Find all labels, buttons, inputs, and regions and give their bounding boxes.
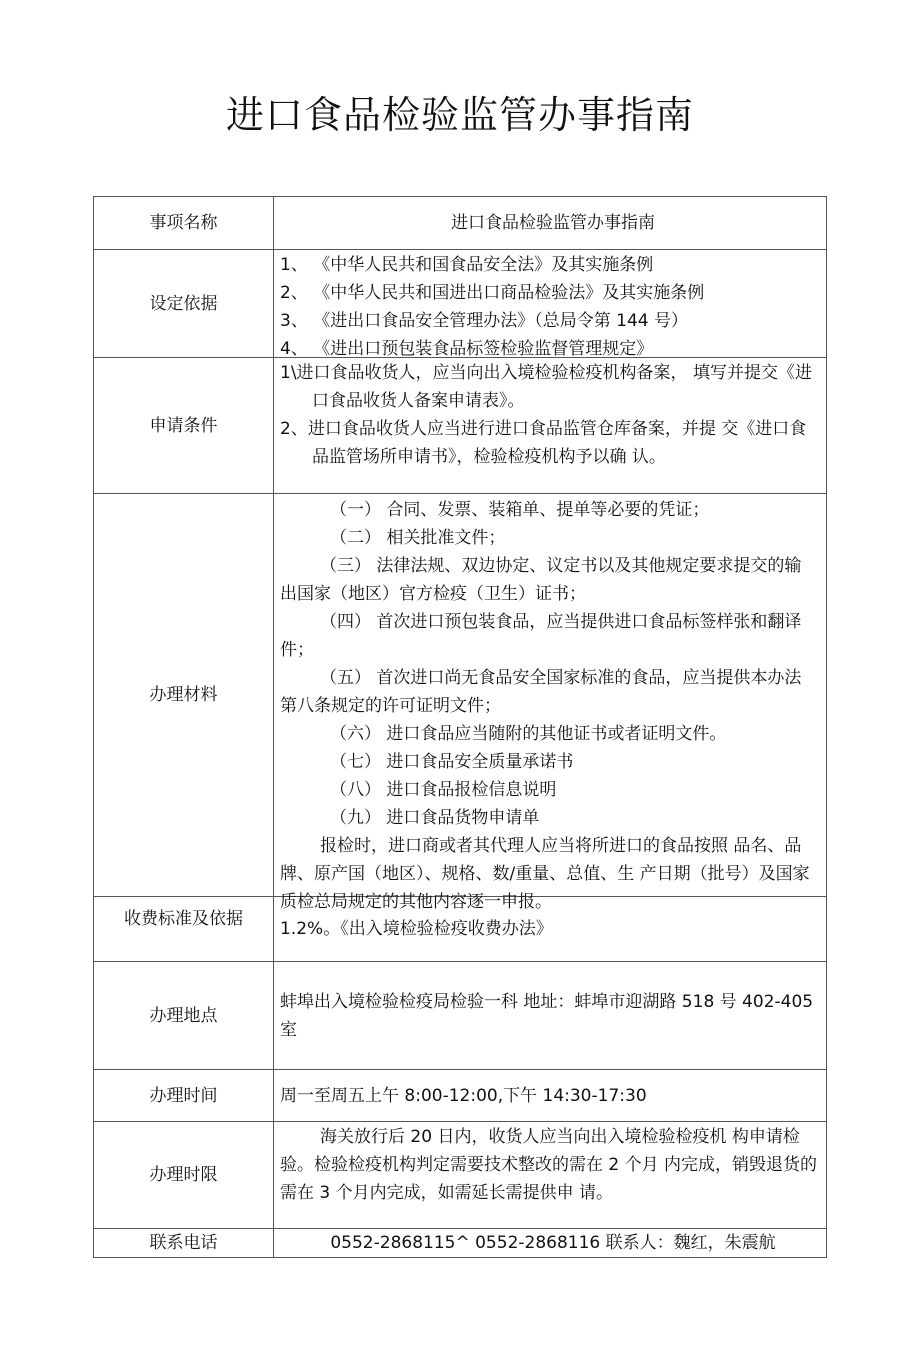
material-item: （八） 进口食品报检信息说明	[330, 780, 557, 800]
value-deadline	[274, 1122, 827, 1229]
material-item: （四） 首次进口预包装食品，应当提供进口食品标签样张和翻译件；	[280, 612, 802, 660]
condition-item: 2、进口食品收货人应当进行进口食品监管仓库备案，并提 交《进口食品监管场所申请书》，检验检疫机构予以确 认。	[280, 418, 807, 467]
row-materials	[94, 494, 827, 897]
basis-item: 2、 《中华人民共和国进出口商品检验法》及其实施条例	[280, 282, 705, 303]
basis-item: 1、 《中华人民共和国食品安全法》及其实施条例	[280, 254, 654, 275]
material-item: （二） 相关批准文件；	[330, 528, 506, 548]
label-fees-text: 收费标准及依据	[124, 909, 243, 929]
label-name: 事项名称	[94, 197, 274, 250]
value-hours: 周一至周五上午 8:00-12:00,下午 14:30-17:30	[274, 1070, 827, 1122]
material-item: （六） 进口食品应当随附的其他证书或者证明文件。	[330, 724, 727, 744]
material-item: （五） 首次进口尚无食品安全国家标准的食品，应当提供本办法第八条规定的许可证明文件；	[280, 668, 802, 716]
label-fees	[94, 897, 274, 962]
page-title: 进口食品检验监管办事指南	[225, 93, 694, 137]
row-hours	[94, 1070, 827, 1122]
value-basis	[274, 250, 827, 358]
materials-note: 报检时，进口商或者其代理人应当将所进口的食品按照 品名、品牌、原产国（地区）、规格、数/重量、总值、生 产日期（批号）及国家质检总局规定的其他内容逐一申报。	[280, 836, 810, 912]
row-name	[94, 197, 827, 250]
label-contact: 联系电话	[94, 1229, 274, 1258]
location-text: 蚌埠出入境检验检疫局检验一科 地址：蚌埠市迎湖路 518 号 402-405 室	[280, 991, 814, 1040]
value-location	[274, 962, 827, 1070]
label-conditions: 申请条件	[94, 358, 274, 494]
material-item: （三） 法律法规、双边协定、议定书以及其他规定要求提交的输出国家（地区）官方检疫（卫生）证书；	[280, 556, 802, 604]
label-hours: 办理时间	[94, 1070, 274, 1122]
condition-item: 1\进口食品收货人，应当向出入境检验检疫机构备案， 填写并提交《进口食品收货人备案申请表》。	[280, 362, 812, 411]
row-location	[94, 962, 827, 1070]
label-materials: 办理材料	[94, 494, 274, 897]
label-deadline: 办理时限	[94, 1122, 274, 1229]
value-materials	[274, 494, 827, 912]
deadline-text: 海关放行后 20 日内，收货人应当向出入境检验检疫机 构申请检验。检验检疫机构判定需要技术整改的需在 2 个月 内完成，销毁退货的需在 3 个月内完成，如需延长需提供申 请。	[280, 1127, 818, 1203]
value-name: 进口食品检验监管办事指南	[274, 197, 827, 250]
label-location: 办理地点	[94, 962, 274, 1070]
value-contact: 0552-2868115^ 0552-2868116 联系人：魏红，朱震航	[274, 1229, 827, 1258]
guide-table	[93, 196, 827, 1258]
row-basis	[94, 250, 827, 358]
row-deadline	[94, 1122, 827, 1229]
value-fees: 1.2%。《出入境检验检疫收费办法》	[274, 897, 827, 962]
material-item: （一） 合同、发票、装箱单、提单等必要的凭证；	[330, 500, 710, 520]
basis-item: 4、 《进出口预包装食品标签检验监督管理规定》	[280, 338, 654, 359]
row-contact	[94, 1229, 827, 1258]
value-conditions	[274, 358, 827, 494]
label-basis: 设定依据	[94, 250, 274, 358]
basis-item: 3、 《进出口食品安全管理办法》（总局令第 144 号）	[280, 310, 688, 331]
material-item: （七） 进口食品安全质量承诺书	[330, 752, 574, 772]
material-item: （九） 进口食品货物申请单	[330, 808, 540, 828]
row-conditions	[94, 358, 827, 494]
